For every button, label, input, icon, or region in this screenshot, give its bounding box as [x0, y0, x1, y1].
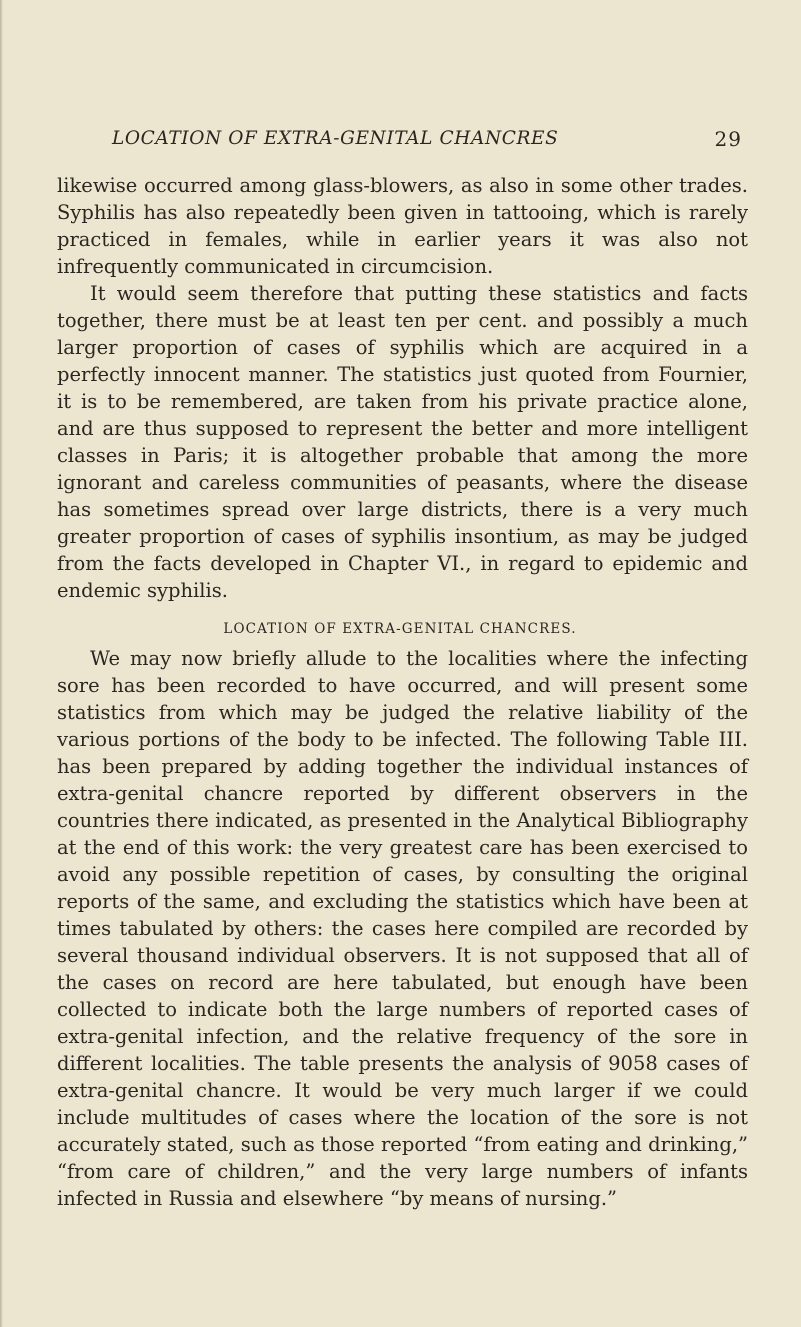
section-heading: LOCATION OF EXTRA-GENITAL CHANCRES.: [223, 621, 577, 637]
page-edge-shadow: [0, 0, 3, 1327]
page-number: 29: [714, 127, 742, 151]
paragraph-continuation: likewise occurred among glass-blowers, as also in some other trades. Syphilis has also repeatedly been given in tattooing, which is rarely practiced in females, while in earlier years it was also not infrequently communicated in circumcision.: [57, 174, 748, 278]
paragraph-localities: We may now briefly allude to the localities where the infecting sore has been recorded to have occurred, and will present some statistics from which may be judged the relative liability of the various portions of the body to be infected. The following Table III. has been prepared by adding together the individual instances of extra-genital chancre reported by different observers in the countries there indicated, as presented in the Analytical Bibliography at the end of this work: the very greatest care has been exercised to avoid any possible repetition of cases, by consulting the original reports of the same, and excluding the statistics which have been at times tabulated by others: the cases here compiled are recorded by several thousand individual observers. It is not supposed that all of the cases on record are here tabulated, but enough have been collected to indicate both the large numbers of reported cases of extra-genital infection, and the relative frequency of the sore in different localities. The table presents the analysis of 9058 cases of extra-genital chancre. It would be very much larger if we could include multitudes of cases where the location of the sore is not accurately stated, such as those reported “from eating and drinking,” “from care of children,” and the very large numbers of infants infected in Russia and elsewhere “by means of nursing.”: [57, 647, 748, 1210]
body-text-section: [57, 645, 748, 1212]
running-title: LOCATION OF EXTRA-GENITAL CHANCRES: [112, 128, 559, 149]
body-text-top: [57, 172, 748, 604]
running-head: [112, 128, 742, 158]
paragraph-innocent-acquisition: It would seem therefore that putting these statistics and facts together, there must be at least ten per cent. and possibly a much larger proportion of cases of syphilis which are acquired in a perfectly innocent manner. The statistics just quoted from Fournier, it is to be remembered, are taken from his private practice alone, and are thus supposed to represent the better and more intelligent classes in Paris; it is altogether probable that among the more ignorant and careless communities of peasants, where the disease has sometimes spread over large districts, there is a very much greater proportion of cases of syphilis insontium, as may be judged from the facts developed in Chapter VI., in regard to epidemic and endemic syphilis.: [57, 282, 748, 602]
